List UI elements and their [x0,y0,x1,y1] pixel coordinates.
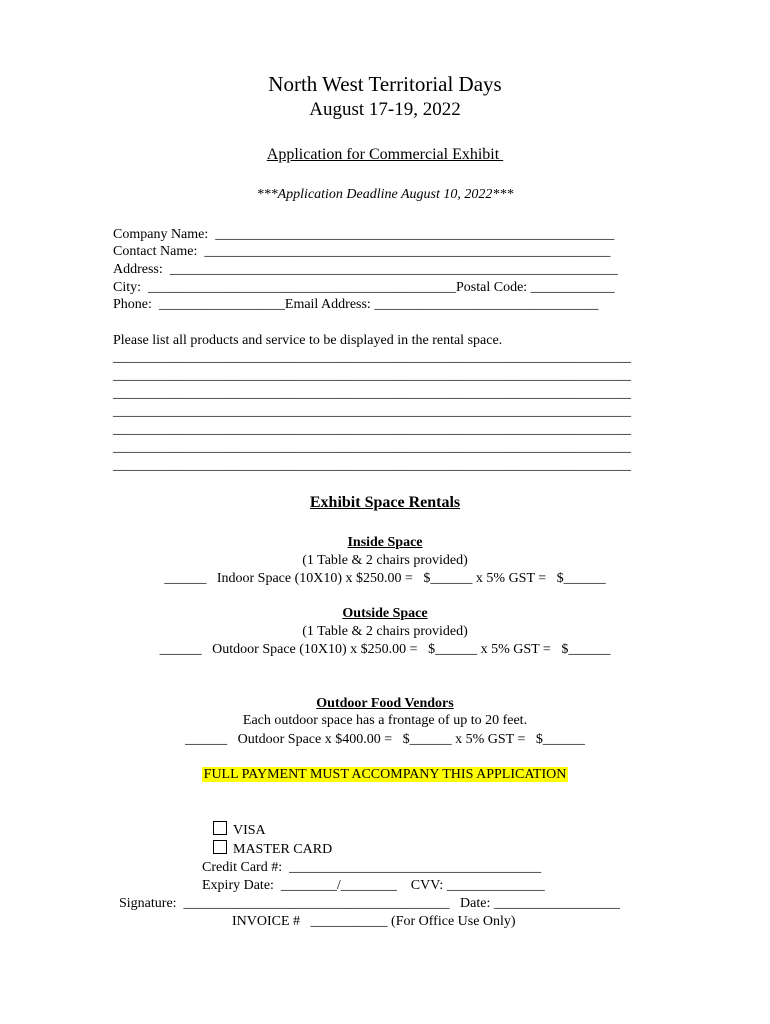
products-line[interactable]: __________________________________________________________________________ [113,440,631,455]
rentals-heading: Exhibit Space Rentals [309,494,461,511]
inside-space-title: Inside Space [347,535,423,550]
food-vendors-title: Outdoor Food Vendors [316,696,454,711]
inside-space-note: (1 Table & 2 chairs provided) [302,553,468,568]
mastercard-checkbox[interactable] [213,840,227,854]
food-vendors-note: Each outdoor space has a frontage of up to 20 feet. [242,713,528,728]
mastercard-label: MASTER CARD [233,842,333,857]
products-line[interactable]: __________________________________________________________________________ [113,350,631,365]
city-postal-field[interactable]: City: ____________________________________________Postal Code: ____________ [113,280,615,295]
form-title: Application for Commercial Exhibit [266,146,504,163]
outside-space-title: Outside Space [342,606,428,621]
outside-space-line[interactable]: ______ Outdoor Space (10X10) x $250.00 = $______ x 5% GST = $______ [159,642,611,657]
payment-notice: FULL PAYMENT MUST ACCOMPANY THIS APPLICATION [203,767,567,782]
outside-space-note: (1 Table & 2 chairs provided) [302,624,468,639]
contact-name-field[interactable]: Contact Name: __________________________________________________________ [113,244,611,259]
products-line[interactable]: __________________________________________________________________________ [113,386,631,401]
visa-label: VISA [233,823,266,838]
address-field[interactable]: Address: ________________________________________________________________ [113,262,618,277]
phone-email-field[interactable]: Phone: __________________Email Address: ________________________________ [113,297,599,312]
mastercard-option[interactable] [206,824,332,858]
invoice-field: INVOICE # ___________ (For Office Use Only) [232,914,516,929]
application-deadline: ***Application Deadline August 10, 2022*** [256,187,514,202]
products-line[interactable]: __________________________________________________________________________ [113,368,631,383]
products-line[interactable]: __________________________________________________________________________ [113,458,631,473]
food-vendors-line[interactable]: ______ Outdoor Space x $400.00 = $______ x 5% GST = $______ [185,732,585,747]
products-line[interactable]: __________________________________________________________________________ [113,422,631,437]
expiry-cvv-field[interactable]: Expiry Date: ________/________ CVV: ______________ [202,878,545,893]
company-name-field[interactable]: Company Name: _________________________________________________________ [113,227,615,242]
products-line[interactable]: __________________________________________________________________________ [113,404,631,419]
signature-date-field[interactable]: Signature: ______________________________________ Date: __________________ [119,896,620,911]
inside-space-line[interactable]: ______ Indoor Space (10X10) x $250.00 = $______ x 5% GST = $______ [164,571,606,586]
credit-card-field[interactable]: Credit Card #: ____________________________________ [202,860,542,875]
event-title: North West Territorial Days [268,72,502,96]
products-prompt: Please list all products and service to be displayed in the rental space. [113,333,503,348]
event-dates: August 17-19, 2022 [309,99,461,120]
